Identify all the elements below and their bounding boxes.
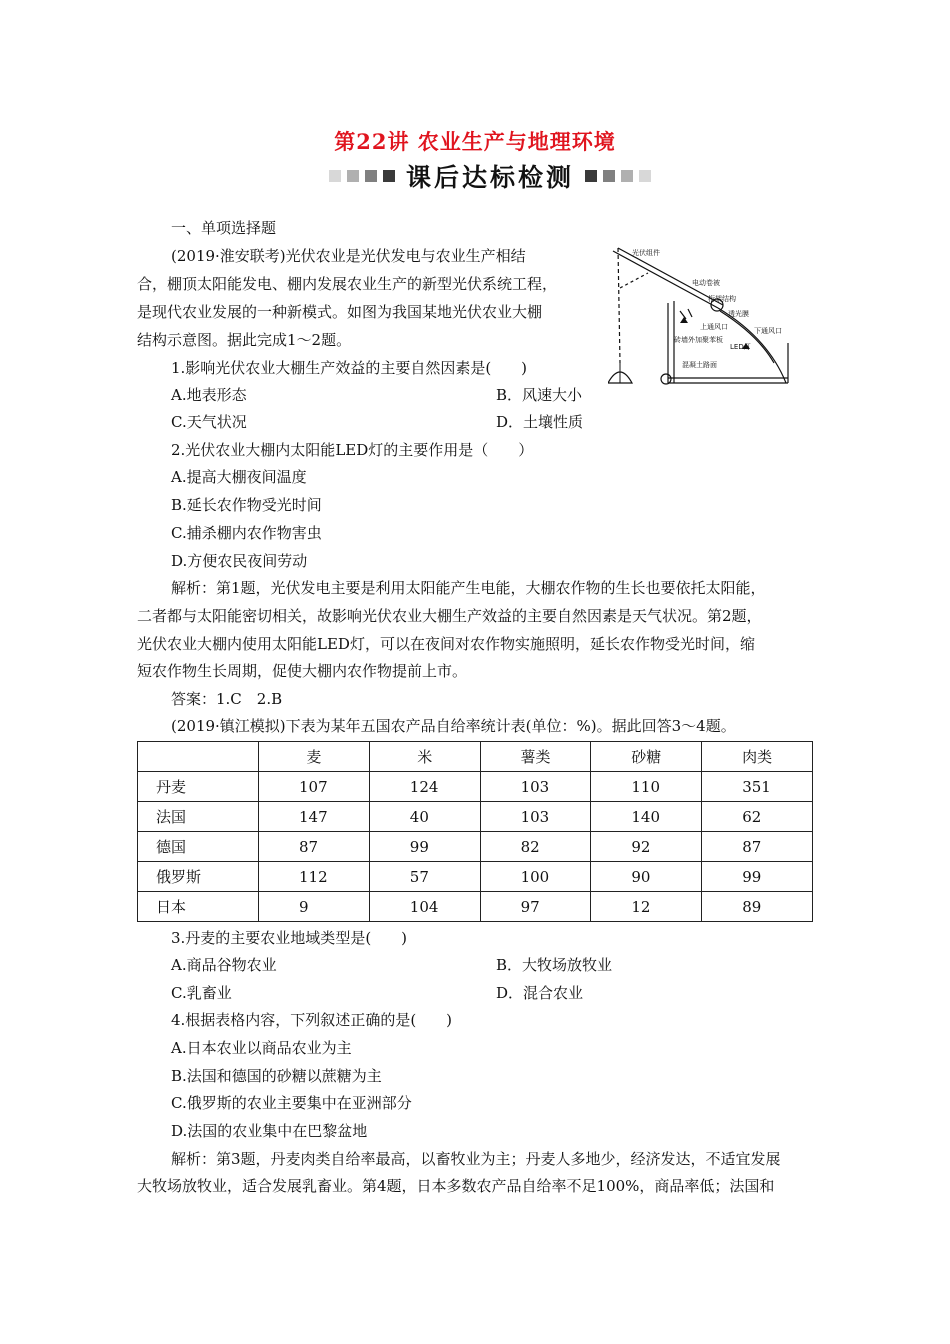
table-cell: 104 — [369, 892, 480, 922]
option-b: B.法国和德国的砂糖以蔗糖为主 — [171, 1067, 382, 1085]
table-cell: 103 — [480, 802, 591, 832]
question-stem: 2.光伏农业大棚内太阳能LED灯的主要作用是（ ） — [171, 441, 534, 459]
table-cell: 57 — [369, 862, 480, 892]
intro-line: 是现代农业发展的一种新模式。如图为我国某地光伏农业大棚 — [137, 303, 543, 321]
analysis-line: 短农作物生长周期，促使大棚内农作物提前上市。 — [137, 662, 468, 680]
table-row — [138, 862, 813, 892]
table-cell: 法国 — [138, 802, 259, 832]
table-cell: 90 — [591, 862, 702, 892]
analysis-line: 光伏农业大棚内使用太阳能LED灯，可以在夜间对农作物实施照明，延长农作物受光时间，缩 — [137, 635, 755, 653]
banner-square — [329, 170, 341, 182]
option-b: B．大牧场放牧业 — [496, 956, 613, 974]
truss-line — [680, 309, 692, 319]
option-d: D.法国的农业集中在巴黎盆地 — [171, 1122, 368, 1140]
table-cell: 110 — [591, 772, 702, 802]
table-cell: 351 — [702, 772, 813, 802]
intro-line: 结构示意图。据此完成1～2题。 — [137, 331, 352, 349]
table-cell: 99 — [369, 832, 480, 862]
film-curve — [720, 311, 774, 363]
banner-square — [365, 170, 377, 182]
diagram-label: 下通风口 — [754, 327, 782, 335]
table-header-cell: 麦 — [259, 742, 370, 772]
table-cell: 89 — [702, 892, 813, 922]
table-cell: 147 — [259, 802, 370, 832]
banner-square — [383, 170, 395, 182]
option-c: C.捕杀棚内农作物害虫 — [171, 524, 322, 542]
banner-square — [621, 170, 633, 182]
table-cell: 92 — [591, 832, 702, 862]
diagram-label: 透光膜 — [728, 310, 749, 318]
table-header-cell — [138, 742, 259, 772]
option-d: D.方便农民夜间劳动 — [171, 552, 308, 570]
diagram-label: 上通风口 — [700, 323, 728, 331]
table-cell: 德国 — [138, 832, 259, 862]
option-a: A.商品谷物农业 — [171, 956, 277, 974]
question-stem: 1.影响光伏农业大棚生产效益的主要自然因素是( ) — [171, 359, 528, 377]
banner-title: 课后达标检测 — [405, 163, 574, 192]
table-header-cell: 肉类 — [702, 742, 813, 772]
table-header-cell: 薯类 — [480, 742, 591, 772]
angle-dashed-line — [620, 273, 648, 288]
lesson-title: 第22讲 农业生产与地理环境 — [334, 129, 616, 154]
table-header-cell: 砂糖 — [591, 742, 702, 772]
question-stem: 4.根据表格内容，下列叙述正确的是( ) — [171, 1011, 453, 1029]
analysis-line: 解析：第1题，光伏发电主要是利用太阳能产生电能，大棚农作物的生长也要依托太阳能， — [171, 579, 766, 597]
section-heading: 一、单项选择题 — [171, 219, 277, 237]
banner-square — [585, 170, 597, 182]
diagram-label: 混凝土路面 — [682, 361, 717, 369]
option-c: C.俄罗斯的农业主要集中在亚洲部分 — [171, 1094, 412, 1112]
table-row — [138, 832, 813, 862]
table-cell: 100 — [480, 862, 591, 892]
banner-square — [347, 170, 359, 182]
table-cell: 82 — [480, 832, 591, 862]
analysis-line: 二者都与太阳能密切相关，故影响光伏农业大棚生产效益的主要自然因素是天气状况。第2题， — [137, 607, 762, 625]
intro-line: (2019·镇江模拟)下表为某年五国农产品自给率统计表(单位：%)。据此回答3～4题。 — [171, 717, 736, 735]
question-stem: 3.丹麦的主要农业地域类型是( ) — [171, 929, 408, 947]
diagram-label: 砖墙外加聚苯板 — [674, 336, 723, 344]
option-d: D．混合农业 — [496, 984, 584, 1002]
diagram-label: 光伏组件 — [632, 249, 660, 257]
table-cell: 87 — [259, 832, 370, 862]
table-header-row — [138, 742, 813, 772]
diagram-label: 桁架结构 — [708, 295, 736, 303]
table-row — [138, 772, 813, 802]
table-cell: 9 — [259, 892, 370, 922]
table-cell: 丹麦 — [138, 772, 259, 802]
table-cell: 97 — [480, 892, 591, 922]
table-cell: 40 — [369, 802, 480, 832]
base-circle — [661, 374, 671, 384]
diagram-label: LED灯 — [730, 343, 751, 351]
banner-square — [603, 170, 615, 182]
analysis-line: 解析：第3题，丹麦肉类自给率最高，以畜牧业为主；丹麦人多地少，经济发达，不适宜发展 — [171, 1150, 781, 1168]
table-cell: 107 — [259, 772, 370, 802]
intro-line: 合，棚顶太阳能发电、棚内发展农业生产的新型光伏系统工程， — [137, 275, 558, 293]
option-a: A.日本农业以商品农业为主 — [171, 1039, 352, 1057]
table-row — [138, 892, 813, 922]
table-cell: 124 — [369, 772, 480, 802]
table-header-cell: 米 — [369, 742, 480, 772]
option-a: A.地表形态 — [171, 386, 247, 404]
lamp-shape — [680, 317, 688, 323]
intro-line: (2019·淮安联考)光伏农业是光伏发电与农业生产相结 — [171, 247, 526, 265]
section-banner — [300, 160, 680, 192]
table-cell: 99 — [702, 862, 813, 892]
table-cell: 62 — [702, 802, 813, 832]
answer-line: 答案：1.C 2.B — [171, 690, 283, 708]
table-cell: 俄罗斯 — [138, 862, 259, 892]
table-cell: 日本 — [138, 892, 259, 922]
diagram-label: 电动卷被 — [692, 279, 720, 287]
option-d: D．土壤性质 — [496, 413, 584, 431]
option-c: C.天气状况 — [171, 413, 247, 431]
analysis-line: 大牧场放牧业，适合发展乳畜业。第4题，日本多数农产品自给率不足100%，商品率低；法国和 — [137, 1177, 775, 1195]
table-cell: 12 — [591, 892, 702, 922]
table-cell: 87 — [702, 832, 813, 862]
banner-square — [639, 170, 651, 182]
support-dashed-line — [618, 248, 620, 363]
option-a: A.提高大棚夜间温度 — [171, 468, 307, 486]
table-cell: 112 — [259, 862, 370, 892]
table-cell: 140 — [591, 802, 702, 832]
option-b: B．风速大小 — [496, 386, 583, 404]
option-b: B.延长农作物受光时间 — [171, 496, 322, 514]
table-row — [138, 802, 813, 832]
greenhouse-diagram — [608, 243, 798, 389]
self-sufficiency-table — [137, 741, 813, 922]
film-curve — [718, 308, 786, 383]
option-c: C.乳畜业 — [171, 984, 232, 1002]
table-cell: 103 — [480, 772, 591, 802]
